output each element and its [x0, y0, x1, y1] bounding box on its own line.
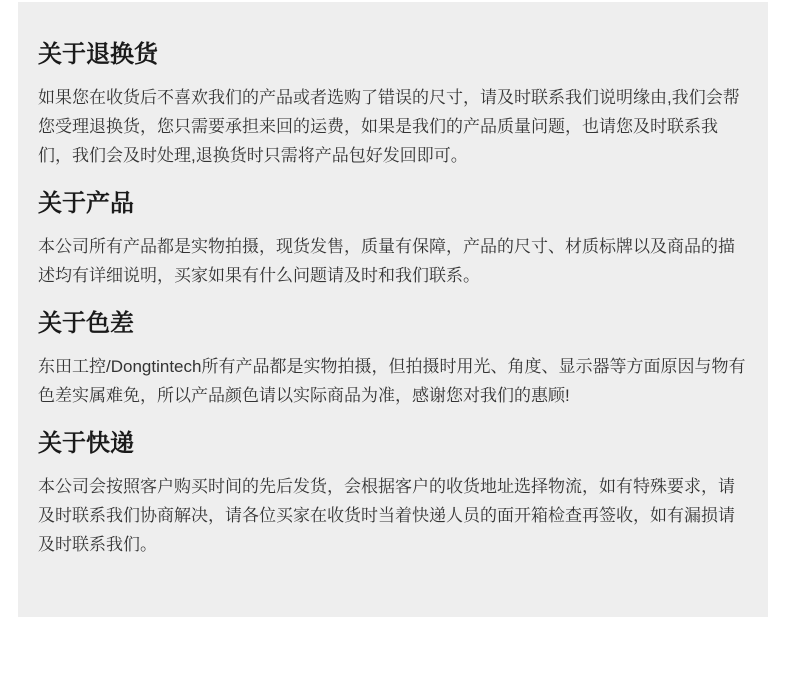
store-policy-panel: [18, 2, 768, 617]
section-color-difference-title: 关于色差: [38, 310, 134, 337]
section-returns: [38, 39, 746, 170]
section-products-title: 关于产品: [38, 190, 134, 217]
section-returns-body: 如果您在收货后不喜欢我们的产品或者选购了错误的尺寸，请及时联系我们说明缘由,我们会帮您受理退换货，您只需要承担来回的运费，如果是我们的产品质量问题，也请您及时联系我们，我们会及时处理,退换货时只需将产品包好发回即可。: [38, 88, 740, 165]
section-returns-title: 关于退换货: [38, 41, 158, 68]
section-shipping-body: 本公司会按照客户购买时间的先后发货，会根据客户的收货地址选择物流，如有特殊要求，请及时联系我们协商解决，请各位买家在收货时当着快递人员的面开箱检查再签收，如有漏损请及时联系我们。: [38, 477, 735, 554]
section-color-difference: [38, 308, 746, 410]
section-products: [38, 188, 746, 290]
section-products-body: 本公司所有产品都是实物拍摄，现货发售，质量有保障，产品的尺寸、材质标牌以及商品的描述均有详细说明，买家如果有什么问题请及时和我们联系。: [38, 237, 735, 285]
section-color-difference-body: 东田工控/Dongtintech所有产品都是实物拍摄，但拍摄时用光、角度、显示器等方面原因与物有色差实属难免，所以产品颜色请以实际商品为准，感谢您对我们的惠顾!: [38, 357, 746, 405]
section-shipping: [38, 428, 746, 559]
section-shipping-title: 关于快递: [38, 430, 134, 457]
